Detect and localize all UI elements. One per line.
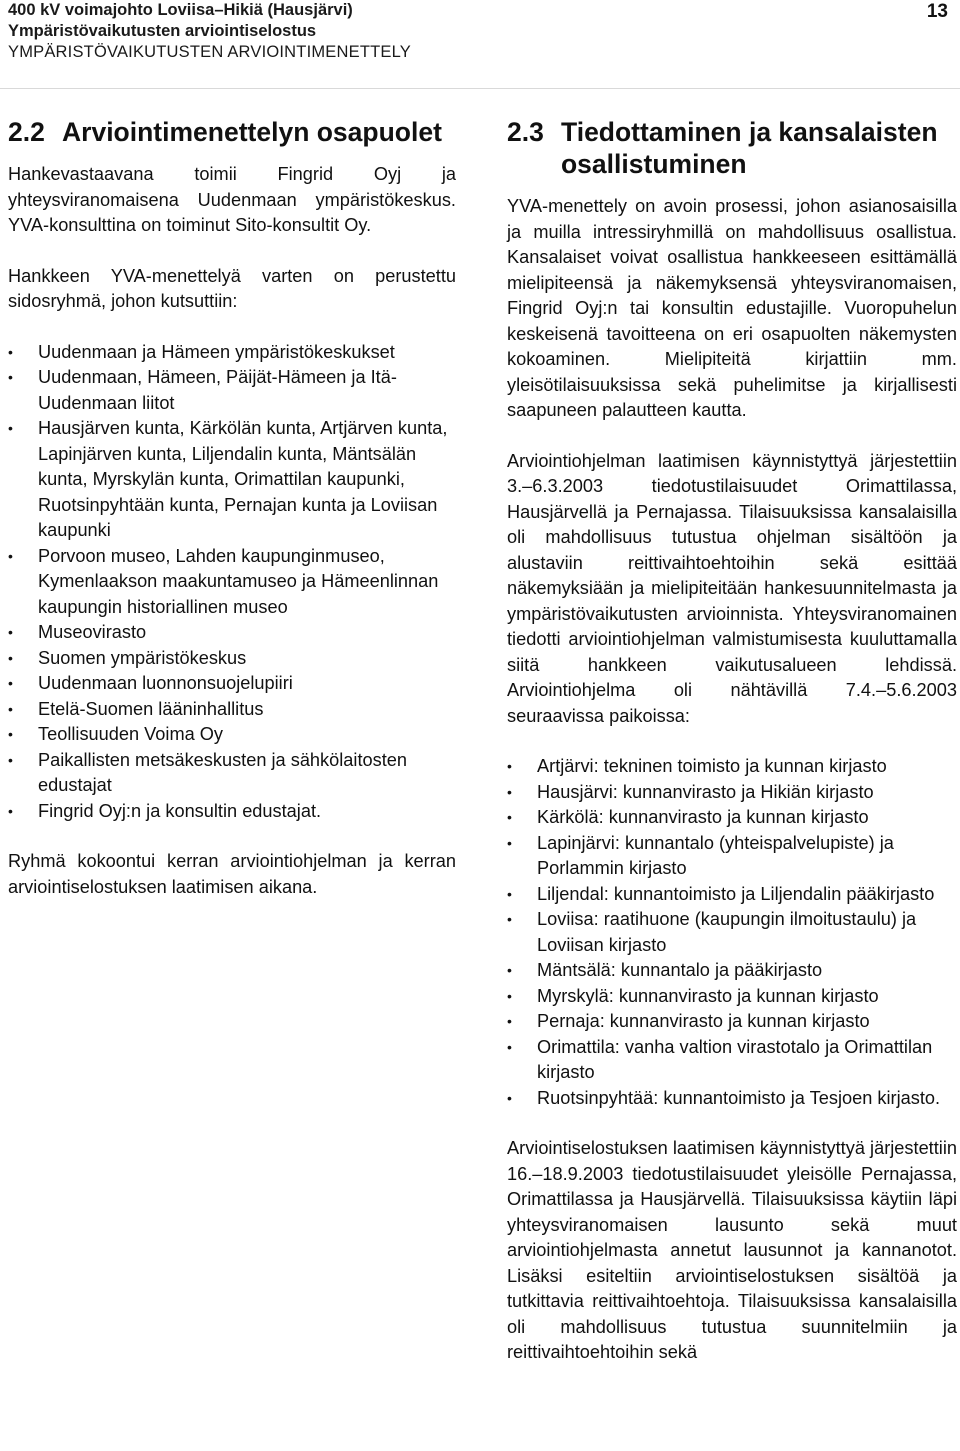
list-item: • Hausjärven kunta, Kärkölän kunta, Artjärven kunta, Lapinjärven kunta, Liljendalin kunta, Mäntsälän kunta, Myrskylän kunta, Orimattilan kaupunki, Ruotsinpyhtään kunta, Pernajan kunta ja Loviisan kaupunki — [8, 416, 456, 544]
paragraph: Arviointiohjelman laatimisen käynnistyttyä järjestettiin 3.–6.3.2003 tiedotustilaisuudet Orimattilassa, Hausjärvellä ja Pernajassa. Tilaisuuksissa kansalaisilla oli mahdollisuus tutustua ohjelman sisältöön ja alustaviin reittivaihtoehtoihin sekä esittää näkemyksiään ja mielipiteitään hankesuunnitelmasta ja ympäristövaikutusten arvioinnista. Yhteysviranomainen tiedotti arviointiohjelman valmistumisesta kuuluttamalla siitä hankkeen vaikutusalueen lehdissä. Arviointiohjelma oli nähtävillä 7.4.–5.6.2003 seuraavissa paikoissa: — [507, 450, 957, 726]
section-heading-2-3 — [507, 116, 957, 180]
header-divider — [0, 88, 960, 89]
paragraph: Hankkeen YVA-menettelyä varten on perustettu sidosryhmä, johon kutsuttiin: — [8, 265, 456, 311]
list-item: • Pernaja: kunnanvirasto ja kunnan kirjasto — [507, 1009, 957, 1035]
paragraph: Ryhmä kokoontui kerran arviointiohjelman ja kerran arviointiselostuksen laatimisen aikana. — [8, 851, 456, 897]
list-item: • Ruotsinpyhtää: kunnantoimisto ja Tesjoen kirjasto. — [507, 1086, 957, 1112]
stakeholder-list — [8, 340, 456, 825]
header-chapter-title: YMPÄRISTÖVAIKUTUSTEN ARVIOINTIMENETTELY — [8, 43, 411, 61]
list-item: • Teollisuuden Voima Oy — [8, 722, 456, 748]
list-item: • Artjärvi: tekninen toimisto ja kunnan kirjasto — [507, 754, 957, 780]
list-item: • Etelä-Suomen lääninhallitus — [8, 697, 456, 723]
paragraph: Hankevastaavana toimii Fingrid Oyj ja yhteysviranomaisena Uudenmaan ympäristökeskus. YVA-konsulttina on toiminut Sito-konsultit Oy. — [8, 164, 456, 235]
running-header — [8, 0, 952, 63]
left-column — [8, 116, 456, 925]
list-item: • Orimattila: vanha valtion virastotalo ja Orimattilan kirjasto — [507, 1035, 957, 1086]
paragraph: YVA-menettely on avoin prosessi, johon asianosaisilla ja muilla intressiryhmillä on mahdollisuus osallistua. Kansalaiset voivat osallistua hankkeeseen esittämällä mielipiteensä ja näkemyksensä yhteysviranomaisen, Fingrid Oyj:n tai konsultin edustajille. Vuoropuhelun keskeisenä tavoitteena on eri osapuolten näkemysten kokoaminen. Mielipiteitä kirjattiin mm. yleisötilaisuuksissa sekä puhelimitse ja kirjallisesti saapuneen palautteen kautta. — [507, 196, 957, 420]
list-item: • Paikallisten metsäkeskusten ja sähkölaitosten edustajat — [8, 748, 456, 799]
list-item: • Loviisa: raatihuone (kaupungin ilmoitustaulu) ja Loviisan kirjasto — [507, 907, 957, 958]
list-item: • Hausjärvi: kunnanvirasto ja Hikiän kirjasto — [507, 780, 957, 806]
page-number: 13 — [926, 1, 948, 22]
viewing-locations-list — [507, 754, 957, 1111]
paragraph: Arviointiselostuksen laatimisen käynnistyttyä järjestettiin 16.–18.9.2003 tiedotustilaisuudet yleisölle Pernajassa, Orimattilassa ja Hausjärvellä. Tilaisuuksissa käytiin läpi yhteysviranomaisen lausunto sekä muut arviointiohjelmasta annetut lausunnot ja kannanotot. Lisäksi esiteltiin arviointiselostuksen sisältöä ja tutkittavia reittivaihtoehtoja. Tilaisuuksissa kansalaisilla oli mahdollisuus tutustua suunnitelmiin ja reittivaihtoehtoihin sekä — [507, 1138, 957, 1362]
section-heading-2-2 — [8, 116, 456, 148]
section-title: Tiedottaminen ja kansalaisten osallistuminen — [561, 117, 938, 179]
list-item: • Kärkölä: kunnanvirasto ja kunnan kirjasto — [507, 805, 957, 831]
section-number: 2.2 — [8, 117, 45, 147]
list-item: • Myrskylä: kunnanvirasto ja kunnan kirjasto — [507, 984, 957, 1010]
section-number: 2.3 — [507, 117, 544, 147]
list-item: • Fingrid Oyj:n ja konsultin edustajat. — [8, 799, 456, 825]
section-title: Arviointimenettelyn osapuolet — [62, 117, 442, 147]
list-item: • Museovirasto — [8, 620, 456, 646]
header-project-title: 400 kV voimajohto Loviisa–Hikiä (Hausjärvi) — [8, 1, 353, 19]
list-item: • Mäntsälä: kunnantalo ja pääkirjasto — [507, 958, 957, 984]
list-item: • Porvoon museo, Lahden kaupunginmuseo, Kymenlaakson maakuntamuseo ja Hämeenlinnan kaupungin historiallinen museo — [8, 544, 456, 621]
list-item: • Uudenmaan ja Hämeen ympäristökeskukset — [8, 340, 456, 366]
right-column — [507, 116, 957, 1391]
list-item: • Uudenmaan luonnonsuojelupiiri — [8, 671, 456, 697]
list-item: • Uudenmaan, Hämeen, Päijät-Hämeen ja Itä-Uudenmaan liitot — [8, 365, 456, 416]
list-item: • Lapinjärvi: kunnantalo (yhteispalvelupiste) ja Porlammin kirjasto — [507, 831, 957, 882]
header-document-title: Ympäristövaikutusten arviointiselostus — [8, 22, 317, 40]
list-item: • Liljendal: kunnantoimisto ja Liljendalin pääkirjasto — [507, 882, 957, 908]
list-item: • Suomen ympäristökeskus — [8, 646, 456, 672]
